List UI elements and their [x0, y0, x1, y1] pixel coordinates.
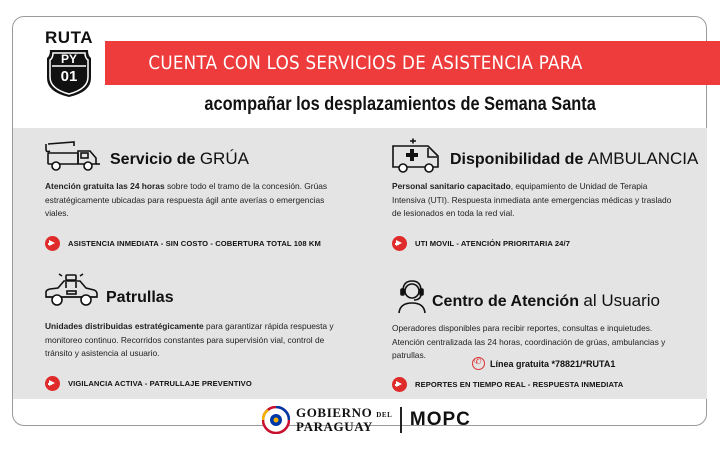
patrullas-desc-text: para garantizar rápida respuesta y monitoreo continuo. Recorridos constantes para supervisión vial, control de tránsito y asistencia al usuario. — [45, 321, 334, 358]
paraguay-seal-icon — [262, 406, 290, 434]
headline-banner — [105, 41, 720, 85]
ruta-label: RUTA — [45, 28, 93, 47]
police-car-icon — [42, 272, 100, 312]
arrow-right-icon — [392, 377, 407, 392]
centro-tagline-text: REPORTES EN TIEMPO REAL - RESPUESTA INMEDIATA — [415, 380, 624, 389]
ambulance-icon — [390, 138, 444, 174]
tow-truck-icon — [44, 139, 104, 173]
ambulancia-title-bold: Disponibilidad de — [450, 151, 584, 168]
ambulancia-title — [450, 149, 698, 169]
grua-description — [45, 180, 335, 221]
ruta-country: PY — [60, 52, 77, 66]
ruta-badge — [44, 28, 94, 98]
grua-tagline-text: ASISTENCIA INMEDIATA - SIN COSTO - COBERTURA TOTAL 108 KM — [68, 239, 321, 248]
headline-line1: CUENTA CON LOS SERVICIOS DE ASISTENCIA PARA — [148, 52, 583, 74]
patrullas-title — [106, 289, 174, 307]
gov-line2: PARAGUAY — [296, 419, 374, 434]
grua-title-light: GRÚA — [199, 149, 249, 168]
grua-tagline — [45, 236, 321, 251]
headline-line2: acompañar los desplazamientos de Semana Santa — [204, 94, 596, 115]
centro-title-light: al Usuario — [583, 291, 660, 310]
patrullas-description — [45, 320, 335, 361]
ambulancia-tagline — [392, 236, 570, 251]
ambulancia-tagline-text: UTI MOVIL - ATENCIÓN PRIORITARIA 24/7 — [415, 239, 571, 248]
ruta-number: 01 — [60, 68, 78, 85]
centro-desc-text: Operadores disponibles para recibir reportes, consultas e inquietudes. Atención centralizada las 24 horas, coordinación de grúas, ambulancias y patrullas. — [392, 323, 666, 360]
footer-logos — [262, 404, 471, 436]
patrullas-desc-bold: Unidades distribuidas estratégicamente — [45, 321, 204, 331]
patrullas-tagline-text: VIGILANCIA ACTIVA - PATRULLAJE PREVENTIVO — [68, 379, 252, 388]
gov-del: DEL — [376, 411, 393, 419]
ambulancia-description — [392, 180, 677, 221]
ambulancia-desc-text: , equipamiento de Unidad de Terapia Intensiva (UTI). Respuesta inmediata ante emergencias médicas y traslado de lesionados en toda la red vial. — [392, 181, 672, 218]
centro-title — [432, 291, 660, 311]
hotline[interactable] — [472, 357, 615, 370]
grua-title — [110, 149, 249, 169]
arrow-right-icon — [45, 376, 60, 391]
phone-icon: ✆ — [472, 357, 485, 370]
arrow-right-icon — [392, 236, 407, 251]
mopc-logo: MOPC — [409, 409, 471, 430]
arrow-right-icon — [45, 236, 60, 251]
centro-tagline — [392, 377, 623, 392]
gov-line1: GOBIERNO — [296, 405, 373, 420]
grua-desc-bold: Atención gratuita las 24 horas — [45, 181, 165, 191]
footer-divider — [400, 407, 402, 433]
patrullas-tagline — [45, 376, 252, 391]
grua-title-bold: Servicio de — [110, 151, 196, 168]
grua-desc-text: sobre todo el tramo de la concesión. Grúas estratégicamente ubicadas para respuesta ágil ante averías o emergencias viales. — [45, 181, 328, 218]
patrullas-title-bold: Patrullas — [106, 289, 174, 306]
ambulancia-title-light: AMBULANCIA — [587, 149, 699, 168]
ambulancia-desc-bold: Personal sanitario capacitado — [392, 181, 511, 191]
gobierno-logo-text — [296, 407, 392, 433]
hotline-text: Línea gratuita *78821/*RUTA1 — [490, 358, 616, 369]
headset-operator-icon — [396, 278, 428, 314]
centro-title-bold: Centro de Atención — [432, 293, 579, 310]
